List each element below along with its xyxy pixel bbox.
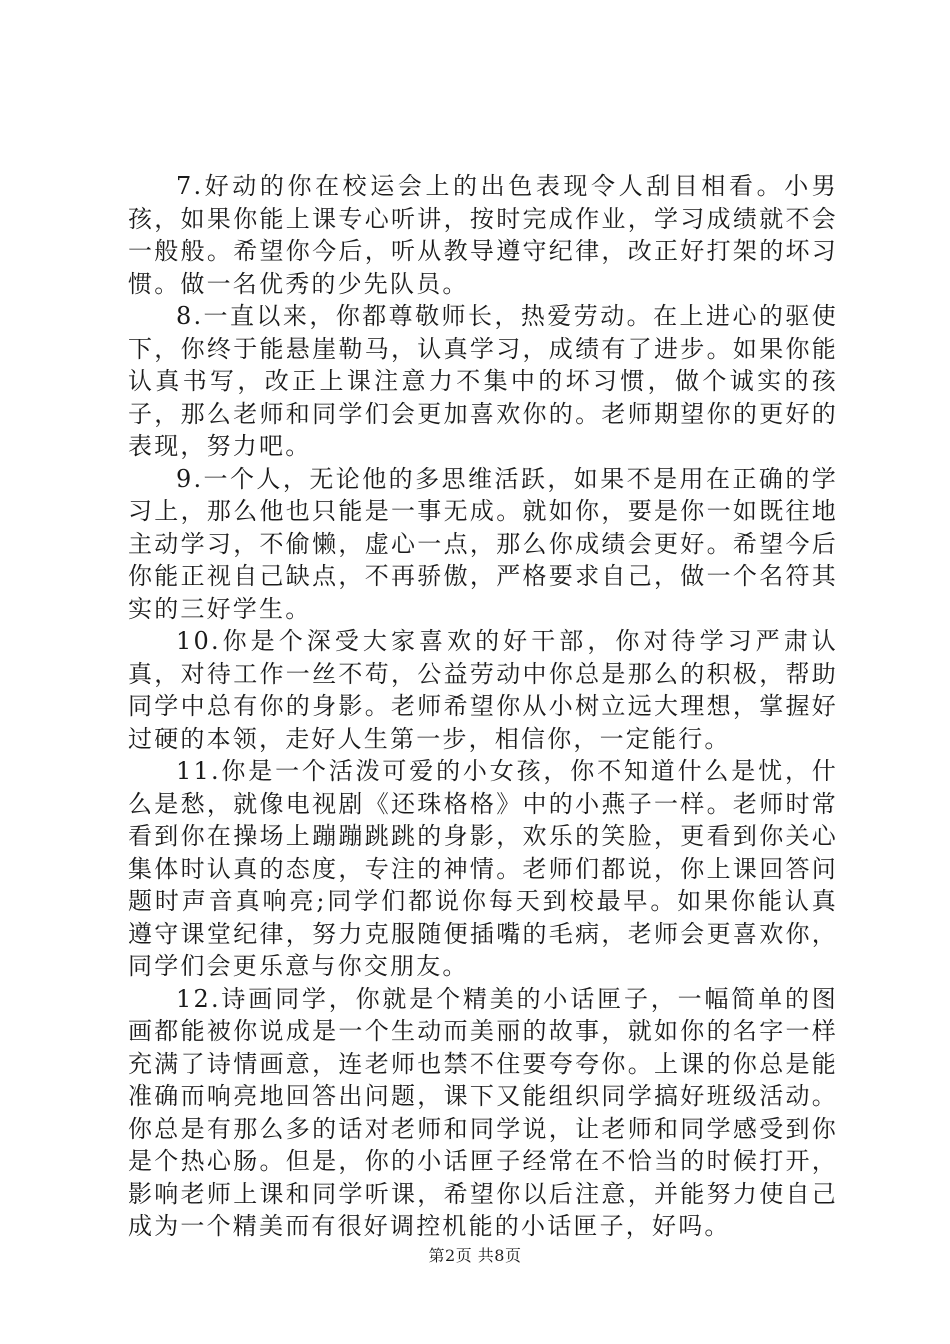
paragraph-10: 10.你是个深受大家喜欢的好干部，你对待学习严肃认真，对待工作一丝不苟，公益劳动中你总是那么的积极，帮助同学中总有你的身影。老师希望你从小树立远大理想，掌握好过硬的本领，走好人生第一步，相信你，一定能行。 [128,627,838,753]
paragraph-12: 12.诗画同学，你就是个精美的小话匣子，一幅简单的图画都能被你说成是一个生动而美丽的故事，就如你的名字一样充满了诗情画意，连老师也禁不住要夸夸你。上课的你总是能准确而响亮地回答出问题，课下又能组织同学搞好班级活动。你总是有那么多的话对老师和同学说，让老师和同学感受到你是个热心肠。但是，你的小话匣子经常在不恰当的时候打开，影响老师上课和同学听课，希望你以后注意，并能努力使自己成为一个精美而有很好调控机能的小话匣子，好吗。 [128,984,838,1240]
page-number-footer: 第2页 共8页 [428,1246,522,1265]
paragraph-11: 11.你是一个活泼可爱的小女孩，你不知道什么是忧，什么是愁，就像电视剧《还珠格格》中的小燕子一样。老师时常看到你在操场上蹦蹦跳跳的身影，欢乐的笑脸，更看到你关心集体时认真的态度，专注的神情。老师们都说，你上课回答问题时声音真响亮;同学们都说你每天到校最早。如果你能认真遵守课堂纪律，努力克服随便插嘴的毛病，老师会更喜欢你，同学们会更乐意与你交朋友。 [128,757,838,980]
paragraph-9: 9.一个人，无论他的多思维活跃，如果不是用在正确的学习上，那么他也只能是一事无成。就如你，要是你一如既往地主动学习，不偷懒，虚心一点，那么你成绩会更好。希望今后你能正视自己缺点，不再骄傲，严格要求自己，做一个名符其实的三好学生。 [128,464,838,623]
paragraph-7: 7.好动的你在校运会上的出色表现令人刮目相看。小男孩，如果你能上课专心听讲，按时完成作业，学习成绩就不会一般般。希望你今后，听从教导遵守纪律，改正好打架的坏习惯。做一名优秀的少先队员。 [128,172,838,298]
paragraph-8: 8.一直以来，你都尊敬师长，热爱劳动。在上进心的驱使下，你终于能悬崖勒马，认真学习，成绩有了进步。如果你能认真书写，改正上课注意力不集中的坏习惯，做个诚实的孩子，那么老师和同学们会更加喜欢你的。老师期望你的更好的表现，努力吧。 [128,302,838,460]
document-body [128,170,838,1243]
